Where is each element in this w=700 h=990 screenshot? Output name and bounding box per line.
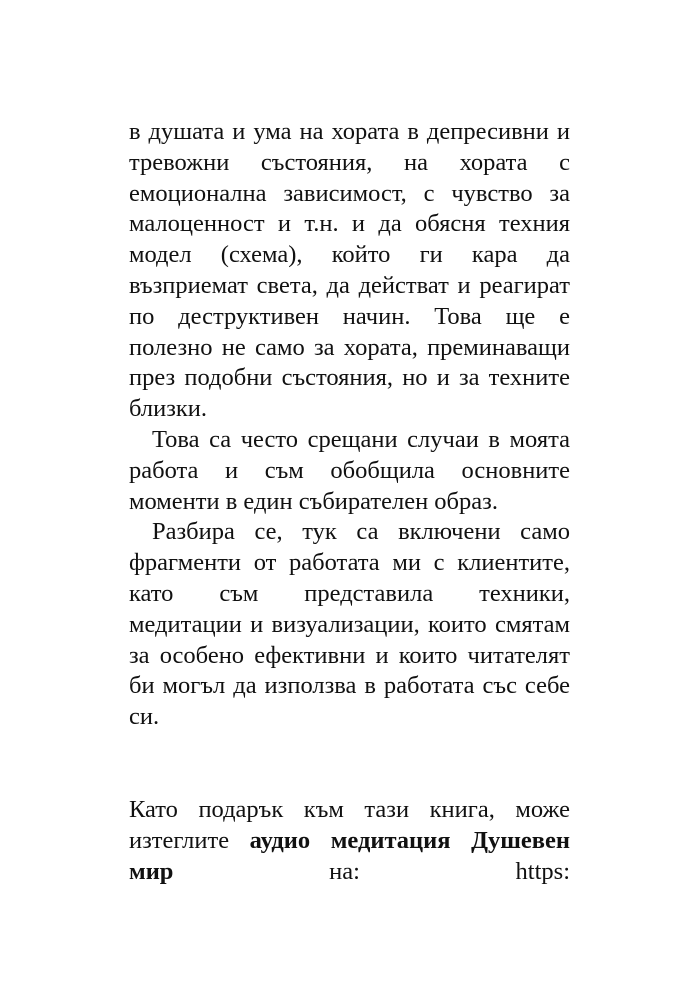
text-line: моменти в един събирателен образ.	[129, 487, 498, 515]
paragraph-3	[129, 517, 570, 733]
paragraph-2	[129, 425, 570, 517]
text-line: полезно не само за хората, преминаващи	[129, 333, 570, 361]
text-line: би могъл да използва в работата със себе	[129, 672, 570, 700]
text-line: малоценност и т.н. и да обясня техния	[129, 210, 570, 238]
text-line: възприемат света, да действат и реагират	[129, 271, 570, 299]
meditation-title: аудио медитация Душевен	[249, 826, 570, 854]
paragraph-1	[129, 117, 570, 425]
text-line: през подобни състояния, но и за техните	[129, 364, 570, 392]
meditation-title-end: мир	[129, 857, 174, 885]
text-line: си.	[129, 703, 160, 731]
text-line: близки.	[129, 395, 208, 423]
text-line: Това са често срещани случаи в моята	[152, 425, 570, 453]
document-page	[129, 117, 570, 887]
text-line: тревожни състояния, на хората с	[129, 148, 570, 176]
text-line	[129, 857, 570, 888]
text-line: по деструктивен начин. Това ще е	[129, 302, 570, 330]
gift-paragraph	[129, 795, 570, 887]
text-line: за особено ефективни и които читателят	[129, 641, 570, 669]
text-line: медитации и визуализации, които смятам	[129, 610, 570, 638]
download-link[interactable]: https:	[515, 857, 571, 885]
text-line: в душата и ума на хората в депресивни и	[129, 118, 570, 145]
text-line: фрагменти от работата ми с клиентите,	[129, 549, 570, 577]
text-line: Разбира се, тук са включени само	[152, 518, 570, 546]
gift-text: изтеглите	[129, 826, 250, 854]
gift-text: на:	[329, 857, 360, 885]
text-line: като съм представила техники,	[129, 579, 570, 607]
text-line: работа и съм обобщила основните	[129, 456, 570, 484]
text-line	[129, 826, 570, 857]
text-line: емоционална зависимост, с чувство за	[129, 179, 570, 207]
text-line: Като подарък към тази книга, може	[129, 795, 570, 823]
text-line: модел (схема), който ги кара да	[129, 241, 570, 269]
